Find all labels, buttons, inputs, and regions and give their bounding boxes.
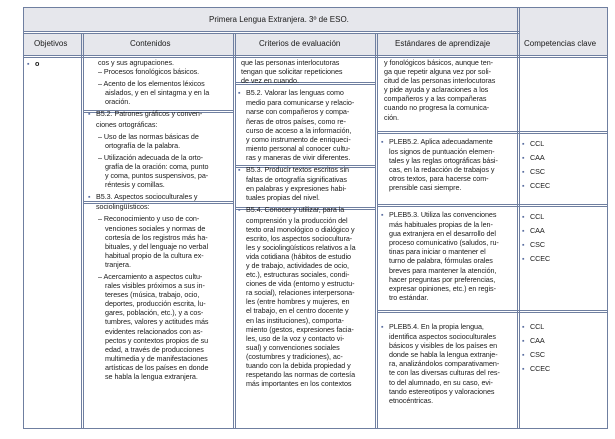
contenido-line: edad, a través de producciones [105,344,204,354]
competencias-cell-2 [522,137,550,193]
competencias-cell-3 [522,210,550,266]
contenido-line: deportes, producción escrita, lu- [105,299,206,309]
contenido-line: tranjera. [105,259,131,269]
criterio-line: y como instrumento de enriqueci- [246,134,351,144]
contenido-line: artísticas de los países en donde [105,362,209,372]
estandar-line: to del alumnado, en su caso, evi- [389,377,493,387]
bullet-icon: ▪ [381,139,384,146]
estandar-line: hacer preguntas por preferencias, [389,274,496,284]
contenido-line: evidentes relacionados con as- [105,326,203,336]
criterio-line: y de trabajo, actividades de ocio, [246,260,349,270]
contenido-line: ciones ortográficas: [96,119,158,129]
contenido-line: venciones sociales y normas de [105,223,206,233]
criterio-line: ras y maneras de vivir diferentes. [246,152,351,162]
bullet-icon: ▪ [27,61,30,68]
contenido-line: tereses (música, trabajo, ocio, [105,290,200,300]
contenido-line: B5.2. Patrones gráficos y conven- [96,109,203,119]
estandar-line: básicos y visibles de los países en [389,341,498,351]
bullet-icon: ▪ [522,141,525,148]
competencia-label: CAA [530,336,545,345]
estandar-line: ra, analizándolos comparativamen- [389,359,500,369]
estandar-line: gua extranjera en el desarrollo del [389,229,496,239]
estandar-line: y pide ayuda y aclaraciones a los [384,85,489,95]
contenido-line: pectos y contextos propios de su [105,335,209,345]
criterio-line: (costumbres y tradiciones), ac- [246,351,343,361]
criterio-line: faltas de ortografía significativas [246,175,347,185]
bullet-icon: ▪ [238,207,241,215]
contenido-line: y coma, puntos suspensivos, pa- [105,171,209,181]
estandar-line: más habituales propias de la len- [389,220,493,230]
estandar-line: breves para mantener la atención, [389,265,497,275]
contenido-line: – Utilización adecuada de la orto- [98,152,203,162]
col-header-objetivos: Objetivos [34,39,68,48]
criterio-line: en las instituciones), comporta- [246,315,344,325]
bullet-icon: ▪ [522,338,525,345]
bullet-icon: ▪ [88,111,91,119]
col-header-competencias: Competencias clave [524,39,597,48]
criterio-line: les, uso de la voz y contacto vi- [246,333,345,343]
contenido-line: habitual propio de la cultura ex- [105,250,204,260]
bullet-icon: ▪ [522,324,525,331]
bullet-icon: ▪ [522,242,525,249]
criterio-line: narse con compañeros y compa- [246,107,350,117]
criterio-line: sual) y convenciones sociales [246,342,340,352]
bullet-icon: ▪ [522,214,525,221]
competencia-label: CCL [530,322,545,331]
criterio-line: les y sociolingüísticos relativos a la [246,242,356,252]
criterio-line: etc.), estructuras sociales, condi- [246,270,350,280]
bullet-icon: ▪ [522,169,525,176]
criterio-line: miento personal al conocer cultu- [246,143,351,153]
competencia-label: CCEC [530,181,551,190]
contenido-line: réntesis y comillas. [105,180,165,190]
criterios-cell [238,58,356,388]
bullet-icon: ▪ [522,183,525,190]
bullet-icon: ▪ [238,90,241,98]
bullet-icon: ▪ [522,366,525,373]
criterio-line: comprensión y la producción del [246,215,348,225]
criterio-line: texto oral monológico o dialógico y [246,224,355,234]
competencia-label: CCL [530,212,545,221]
estandar-line: cuando no progresa la comunica- [384,103,490,113]
bullet-icon: ▪ [522,228,525,235]
competencia-label: CCEC [530,364,551,373]
criterio-line: en palabras y expresiones habi- [246,184,347,194]
estandar-line: PLEB5.2. Aplica adecuadamente [389,137,493,146]
estandar-line: ga que repetir alguna vez por soli- [384,67,491,77]
competencia-label: CCEC [530,254,551,263]
estandar-line: otros textos, para hacerse com- [389,174,489,184]
criterio-line: más importantes en los contextos [246,379,352,389]
contenido-line: aislados, y en el sintagma y en la [105,88,210,98]
criterio-line: B5.4. Conocer y utilizar, para la [246,205,345,215]
contenido-line: – Acercamiento a aspectos cultu- [98,271,203,281]
criterio-line: tengan que solicitar repeticiones [241,67,343,77]
estandar-line: expresar opiniones, etc.) en regis- [389,283,496,293]
criterio-line: medio para comunicarse y relacio- [246,98,355,108]
contenido-line: – Reconocimiento y uso de con- [98,214,200,224]
criterio-line: respetando las normas de cortesía [246,370,356,380]
estandar-line: PLEB5.3. Utiliza las convenciones [389,210,497,219]
criterio-line: B5.2. Valorar las lenguas como [246,88,344,98]
estandar-line: etnocéntricas. [389,395,434,405]
competencia-label: CSC [530,240,546,249]
criterio-line: que las personas interlocutoras [241,58,340,67]
contenido-line: cos y sus agrupaciones. [98,58,174,67]
contenido-line: oración. [105,97,131,107]
estandar-line: tando estereotipos y valoraciones [389,386,495,396]
estandar-line: y fonológicos básicos, aunque ten- [384,58,493,67]
estandar-line: ción. [384,112,399,122]
criterio-line: el trabajo, en el centro docente y [246,306,349,316]
criterio-line: ñeras de otros países, como re- [246,116,346,126]
contenido-line: gares, población, etc.), y a cos- [105,308,204,318]
competencia-label: CSC [530,167,546,176]
contenido-line: se habla la lengua extranjera. [105,372,198,381]
estandar-cell-3 [381,210,499,302]
objetivo-item: ▪ o [27,59,40,68]
contenido-line: – Procesos fonológicos básicos. [98,67,200,77]
contenido-line: sociolingüísticos: [96,202,150,212]
col-header-contenidos: Contenidos [130,39,171,48]
bullet-icon: ▪ [88,194,91,202]
contenido-line: – Acento de los elementos léxicos [98,79,205,89]
table-title: Primera Lengua Extranjera. 3º de ESO. [209,15,349,24]
estandar-line: tro estándar. [389,292,429,302]
bullet-icon: ▪ [381,324,384,331]
bullet-icon: ▪ [238,167,241,175]
competencia-label: CAA [530,226,545,235]
bullet-icon: ▪ [522,155,525,162]
estandar-line: te con las diversas culturas del res- [389,368,500,378]
col-header-criterios: Criterios de evaluación [259,39,341,48]
contenido-line: – Uso de las normas básicas de [98,131,199,141]
contenido-line: cortesía de los registros más ha- [105,232,208,242]
criterio-line: les (entre hombres y mujeres, en [246,297,350,307]
criterio-line: ra social), relaciones interpersona- [246,288,355,298]
estandar-cell-1 [381,58,495,122]
criterio-line: miento (gestos, expresiones facia- [246,324,354,334]
bullet-icon: ▪ [522,352,525,359]
competencia-label: CSC [530,350,546,359]
estandar-cell-2 [381,137,498,193]
criterio-line: vida cotidiana (hábitos de estudio [246,251,351,261]
contenido-line: B5.3. Aspectos socioculturales y [96,192,198,202]
estandar-line: identifica aspectos socioculturales [389,332,496,342]
criterio-line: tuando con la debida propiedad y [246,361,351,370]
competencia-label: CAA [530,153,545,162]
criterio-line: curso de acceso a la información, [246,125,352,135]
estandar-line: donde se habla la lengua extranje- [389,350,498,360]
bullet-icon: ▪ [381,212,384,219]
estandar-line: turno de palabra, fórmulas orales [389,256,493,266]
bullet-icon: ▪ [522,256,525,263]
estandar-line: cas, en la redacción de trabajos y [389,165,495,175]
estandar-line: proceso comunicativo (saludos, ru- [389,238,499,248]
criterio-line: escrito, los aspectos sociocultura- [246,233,353,243]
estandar-cell-4 [381,322,500,405]
estandar-line: citud de las personas interlocutoras [384,76,496,86]
competencia-label: CCL [530,139,545,148]
contenido-line: ortografía de la palabra. [105,140,181,150]
estandar-line: los signos de puntuación elemen- [389,147,495,157]
estandar-line: tinas para iniciar o mantener el [389,247,486,257]
estandar-line: PLEB5.4. En la propia lengua, [389,322,484,331]
competencias-cell-4 [522,320,550,376]
contenido-line: tumbres, valores y actitudes más [105,317,209,327]
contenido-line: grafía de la oración: coma, punto [105,161,209,171]
contenido-line: multimedia y de manifestaciones [105,353,208,363]
estandar-line: prensible casi siempre. [389,183,462,193]
criterio-line: de vez en cuando. [241,76,299,86]
col-header-estandares: Estándares de aprendizaje [395,39,491,48]
estandar-line: tales y las reglas ortográficas bási- [389,156,498,166]
estandar-line: compañeros y a las compañeras [384,94,487,104]
contenidos-cell [88,58,209,381]
criterio-line: ciones de vida (entorno y estructu- [246,279,355,289]
criterio-line: tuales propias del nivel. [246,193,320,203]
criterio-line: B5.3. Producir textos escritos sin [246,165,349,175]
contenido-line: rales visibles próximos a sus in- [105,281,205,291]
contenido-line: bituales, y del lenguaje no verbal [105,241,208,251]
